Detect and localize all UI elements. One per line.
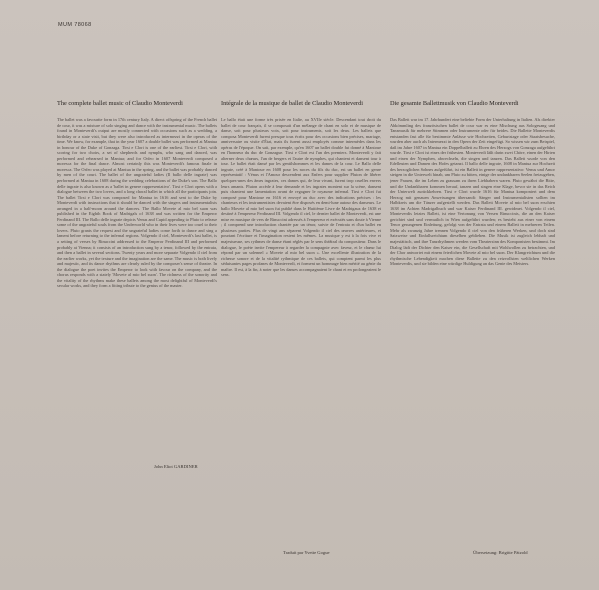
- english-title: The complete ballet music of Claudio Monteverdi: [57, 100, 183, 107]
- english-column: [57, 100, 217, 540]
- english-body: The ballet was a favourite form in 17th century Italy. A direct offspring of the French ballet de cour, it was a mixture of solo singing and dance with the instrumental music. The ballets found in Monteverdi's output are mostly connected with occasions such as a wedding, a birthday or a state visit, but they were also introduced as intermezzi in the operas of the time. We know, for example, that in the year 1607 a double ballet was performed at Mantua in honour of the Duke of Gonzaga. Tirsi e Clori is one of the earliest. Tirsi e Clori, with scoring for two choirs, a set of shepherds and nymphs, who sang and danced, was performed and rehearsed in Mantua; and for Orfeo in 1607 Monteverdi composed a moresca for the final dance. Almost certainly this was Monteverdi's famous finale in moresca. The Orfeo was played at Mantua in the spring, and the ballet was probably danced by men of the court. The ballet of the ungrateful ladies (Il ballo delle ingrate) was performed at Mantua in 1608 during the wedding celebrations of the Duke's son. The Ballo delle ingrate is also known as a 'ballet in genere rappresentativo'. Tirsi e Clori opens with a dialogue between the two lovers, and a long choral ballet in which all the participants join. The ballet Tirsi e Clori was composed for Mantua in 1616 and sent to the Duke by Monteverdi with instructions that it should be danced with the singers and instrumentalists arranged in a half-moon around the dancers. The Ballo Movete al mio bel suon was published in the Eighth Book of Madrigals of 1638 and was written for the Emperor Ferdinand III. The Ballo delle ingrate depicts Venus and Cupid appealing to Pluto to release some of the ungrateful souls from the Underworld who in their lives were too cruel to their lovers. Pluto grants the request and the ungrateful ladies come forth to dance and sing a lament before returning to the infernal regions. Volgendo il ciel, Monteverdi's last ballet, is a setting of verses by Rinuccini addressed to the Emperor Ferdinand III and performed probably at Vienna; it consists of an introduction sung by a tenor, followed by the entrata, and then a ballet in several sections. Twenty years and more separate Volgendo il ciel from the earlier works, yet the texture and the imagination are the same. The music is both lively and majestic, and its dance rhythms are clearly ruled by the composer's sense of theatre. In the dialogue the poet invites the Emperor to look with favour on the company, and the chorus responds with a stately 'Movete al mio bel suon'. The richness of the sonority and the vitality of the rhythms make these ballets among the most delightful of Monteverdi's secular works, and they form a fitting tribute to the genius of the master.: [57, 117, 217, 289]
- english-author-credit: John Eliot GARDINER: [154, 464, 198, 469]
- german-column: [390, 100, 555, 540]
- french-column: [221, 100, 381, 540]
- german-title: Die gesamte Ballettmusik von Claudio Monteverdi: [390, 100, 519, 107]
- german-translator-credit: Übersetzung: Brigitte Pätzold: [473, 550, 528, 555]
- catalog-number: MUM 78068: [58, 22, 92, 28]
- french-body: Le ballo était une forme très prisée en Italie, au XVIIe siècle. Descendant tout droit du ballet de cour français, il se composait d'un mélange de chant en solo et de musique de danse, soit pour plusieurs voix, soit pour instruments, soit les deux. Les ballets que composa Monteverdi furent presque tous écrits pour des occasions bien précises, mariage, anniversaire ou visite d'État, mais ils furent aussi employés comme intermèdes dans les opéras de l'époque. On sait, par exemple, qu'en 1607 un ballet double fut donné à Mantoue en l'honneur du duc de Gonzague. Tirsi e Clori est l'un des premiers. Monteverdi y fait alterner deux chœurs, l'un de bergers et l'autre de nymphes, qui chantent et dansent tour à tour. Le ballet était dansé par les gentilshommes et les dames de la cour. Le Ballo delle ingrate, créé à Mantoue en 1608 pour les noces du fils du duc, est un ballet en genre représentatif : Vénus et l'Amour descendent aux Enfers pour supplier Pluton de libérer quelques-unes des âmes ingrates, ces dames qui, de leur vivant, furent trop cruelles envers leurs amants. Pluton accède à leur demande et les ingrates montent sur la scène, dansent puis chantent une lamentation avant de regagner le royaume infernal. Tirsi e Clori fut composé pour Mantoue en 1616 et envoyé au duc avec des indications précises : les chanteurs et les instrumentistes devaient être disposés en demi-lune autour des danseurs. Le ballo Movete al mio bel suon fut publié dans le Huitième Livre de Madrigaux de 1638 et destiné à l'empereur Ferdinand III. Volgendo il ciel, le dernier ballet de Monteverdi, est une mise en musique de vers de Rinuccini adressés à l'empereur et exécutés sans doute à Vienne ; il comprend une introduction chantée par un ténor, suivie de l'entrata et d'un ballet en plusieurs parties. Plus de vingt ans séparent Volgendo il ciel des œuvres antérieures, et pourtant l'écriture et l'imagination restent les mêmes. La musique y est à la fois vive et majestueuse, ses rythmes de danse étant réglés par le sens théâtral du compositeur. Dans le dialogue, le poète invite l'empereur à regarder la compagnie avec faveur, et le chœur lui répond par un solennel « Movete al mio bel suon ». Une excellente illustration de la richesse sonore et de la vitalité rythmique de ces ballets, qui comptent parmi les plus séduisantes pages profanes de Monteverdi, et forment un hommage bien mérité au génie du maître. Il est, à la fin, à noter que les danses accompagnaient le chant et en prolongeaient le sens.: [221, 117, 381, 278]
- french-translator-credit: Traduit par Yvette Gogue: [283, 550, 330, 555]
- german-body: Das Ballett war im 17. Jahrhundert eine beliebte Form der Unterhaltung in Italien. Als direkter Abkömmling des französischen ballet de cour war es eine Mischung aus Sologesang und Tanzmusik für mehrere Stimmen oder Instrumente oder für beides. Die Ballette Monteverdis entstanden fast alle für bestimmte Anlässe wie Hochzeiten, Geburtstage oder Staatsbesuche, wurden aber auch als Intermezzi in den Opern der Zeit eingefügt. So wissen wir zum Beispiel, daß im Jahre 1607 in Mantua ein Doppelballett zu Ehren des Herzogs von Gonzaga aufgeführt wurde. Tirsi e Clori ist eines der frühesten. Monteverdi läßt darin zwei Chöre, einen der Hirten und einen der Nymphen, abwechseln, die singen und tanzen. Das Ballett wurde von den Edelleuten und Damen des Hofes getanzt. Il ballo delle ingrate, 1608 in Mantua zur Hochzeit des herzoglichen Sohnes aufgeführt, ist ein Ballett in genere rappresentativo: Venus und Amor steigen in die Unterwelt hinab, um Pluto zu bitten, einige der undankbaren Seelen freizugeben, jener Frauen, die im Leben zu grausam zu ihren Liebhabern waren. Pluto gewährt die Bitte, und die Undankbaren kommen herauf, tanzen und singen eine Klage, bevor sie in das Reich der Unterwelt zurückkehren. Tirsi e Clori wurde 1616 für Mantua komponiert und dem Herzog mit genauen Anweisungen übersandt: Sänger und Instrumentalisten sollten im Halbkreis um die Tänzer aufgestellt werden. Das Ballett Movete al mio bel suon erschien 1638 im Achten Madrigalbuch und war Kaiser Ferdinand III. gewidmet. Volgendo il ciel, Monteverdis letztes Ballett, ist eine Vertonung von Versen Rinuccinis, die an den Kaiser gerichtet sind und vermutlich in Wien aufgeführt wurden; es besteht aus einer von einem Tenor gesungenen Einleitung, gefolgt von der Entrata und einem Ballett in mehreren Teilen. Mehr als zwanzig Jahre trennen Volgendo il ciel von den früheren Werken, und doch sind Satzweise und Einfallsreichtum dieselben geblieben. Die Musik ist zugleich lebhaft und majestätisch, und ihre Tanzrhythmen werden vom Theatersinn des Komponisten bestimmt. Im Dialog lädt der Dichter den Kaiser ein, die Gesellschaft mit Wohlwollen zu betrachten, und der Chor antwortet mit einem feierlichen Movete al mio bel suon. Der Klangreichtum und die rhythmische Lebendigkeit machen diese Ballette zu den reizvollsten weltlichen Werken Monteverdis, und sie bilden eine würdige Huldigung an das Genie des Meisters.: [390, 117, 555, 267]
- french-title: Intégrale de la musique de ballet de Claudio Monteverdi: [221, 100, 363, 107]
